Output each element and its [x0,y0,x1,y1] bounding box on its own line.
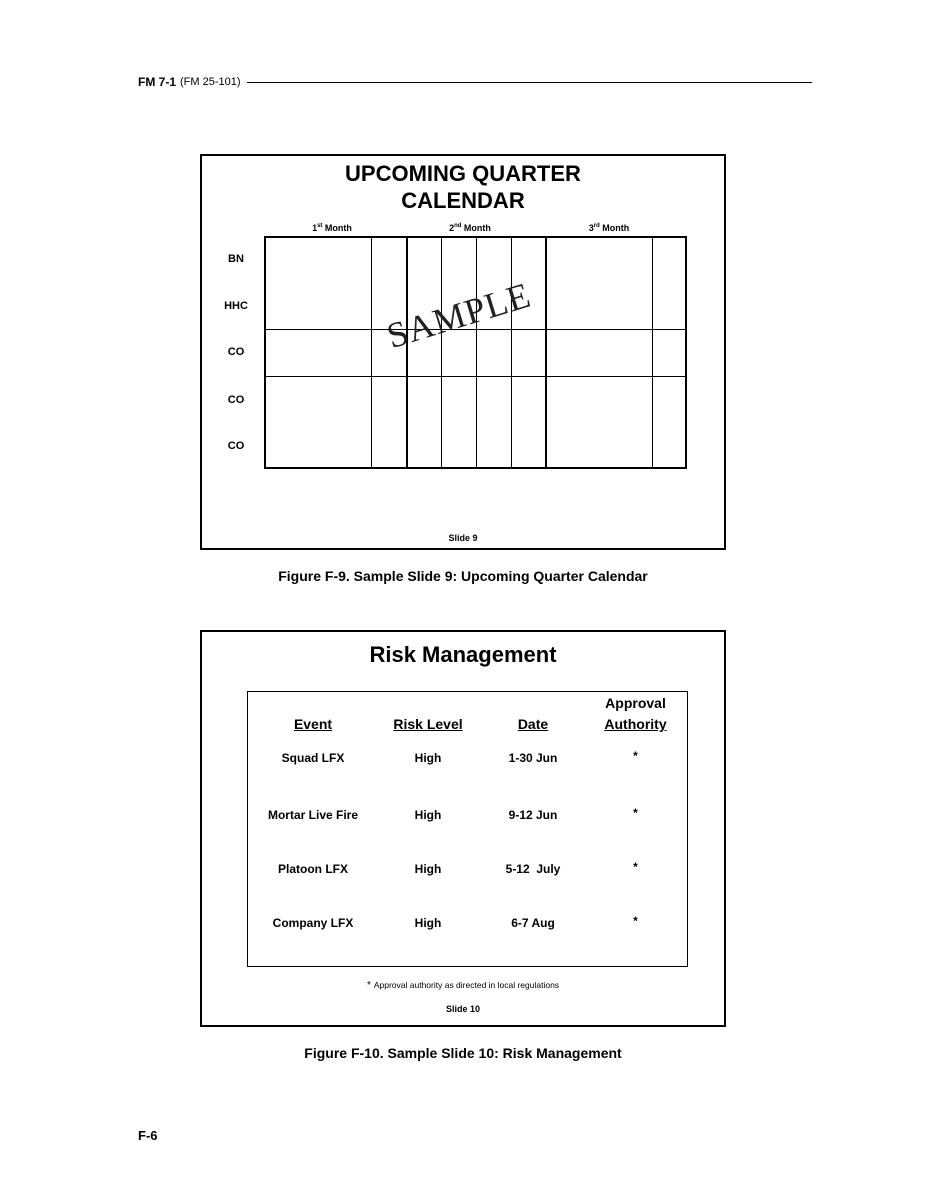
running-header [138,74,812,90]
col-header-authority: Authority [604,716,667,732]
grid-line [476,238,477,467]
footnote-marker: * [366,980,371,991]
month-num: 1 [312,223,318,233]
header-rule [247,82,812,83]
cell-date: 1-30 Jun [508,751,558,765]
cell-risk-level: High [414,808,442,822]
figure-caption-9: Figure F-9. Sample Slide 9: Upcoming Quarter Calendar [278,568,648,584]
row-label-co: CO [227,346,245,358]
slide-9-calendar [200,154,726,550]
slide-9-title-line-2: CALENDAR [401,188,525,213]
month-num: 2 [449,223,455,233]
cell-event: Mortar Live Fire [267,808,359,822]
month-divider [545,238,547,467]
cell-approval: * [633,914,638,928]
cell-risk-level: High [414,751,442,765]
month-text: Month [599,223,630,233]
row-label-co: CO [227,394,245,406]
month-text: Month [461,223,491,233]
slide-10-risk-management [200,630,726,1027]
cell-risk-level: High [414,862,442,876]
month-suffix: rd [593,223,600,229]
col-header-event: Event [293,716,333,732]
slide-9-number: Slide 9 [448,533,478,543]
grid-line [266,376,685,377]
grid-line [652,238,653,467]
cell-risk-level: High [414,916,442,930]
month-text: Month [322,223,352,233]
row-label-hhc: HHC [224,300,248,312]
slide-9-title-line-1: UPCOMING QUARTER [345,161,581,186]
page-number: F-6 [138,1128,158,1143]
col-header-risk-level: Risk Level [393,716,463,732]
col-header-approval: Approval [605,695,666,711]
grid-line [511,238,512,467]
slide-9-title [202,160,724,214]
row-label-co: CO [227,440,245,452]
cell-date: 5-12 July [505,862,561,876]
row-label-bn: BN [228,253,244,265]
grid-line [371,238,372,467]
month-suffix: nd [454,223,462,229]
month-label-3 [559,223,659,233]
slide-10-number: Slide 10 [445,1004,481,1014]
month-label-1 [282,223,382,233]
cell-approval: * [633,860,638,874]
month-label-2 [420,223,520,233]
cell-event: Squad LFX [281,751,345,765]
cell-approval: * [633,749,638,763]
footnote-text: Approval authority as directed in local regulations [373,980,560,990]
doc-subtitle: (FM 25-101) [180,76,241,88]
slide-10-title: Risk Management [369,642,557,667]
figure-caption-10: Figure F-10. Sample Slide 10: Risk Management [304,1045,622,1061]
col-header-date: Date [517,716,549,732]
calendar-grid [264,236,687,469]
month-suffix: st [317,223,323,229]
month-num: 3 [588,223,594,233]
risk-table [247,691,688,967]
cell-approval: * [633,806,638,820]
cell-date: 6-7 Aug [511,916,555,930]
grid-line [441,238,442,467]
cell-date: 9-12 Jun [508,808,558,822]
sample-watermark: SAMPLE [382,274,536,357]
slide-10-footnote [202,980,724,991]
cell-event: Platoon LFX [278,862,348,876]
doc-id: FM 7-1 [138,75,177,89]
cell-event: Company LFX [272,916,354,930]
